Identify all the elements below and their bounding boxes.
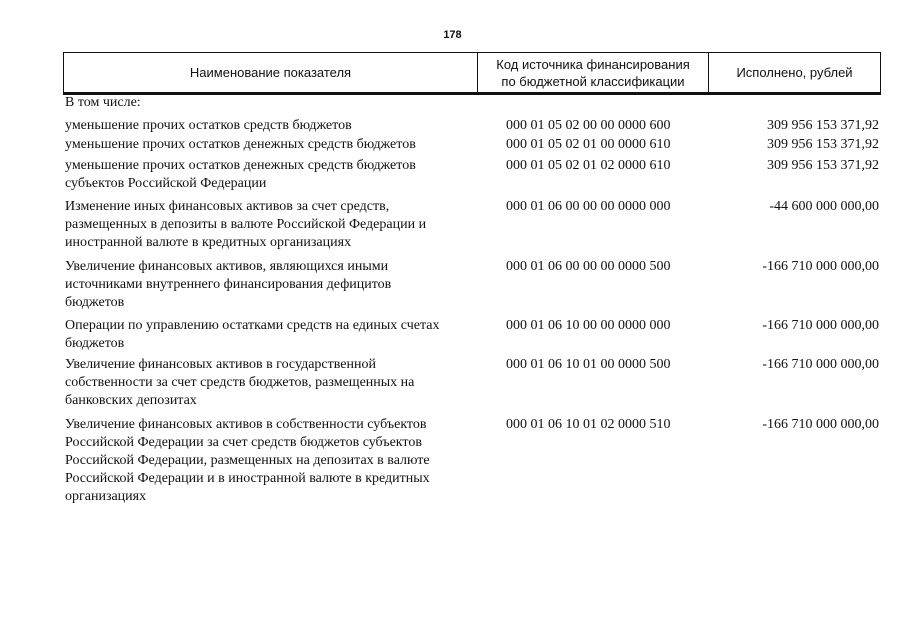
table-header	[63, 52, 881, 95]
row-code: 000 01 06 10 01 02 0000 510	[506, 417, 671, 432]
row-name: Увеличение финансовых активов в собственности субъектов Российской Федерации за счет средств бюджетов субъектов Российской Федерации, размещенных на депозитах в валюте Российской Федерации и в иностранной валюте в кредитных организациях	[65, 417, 430, 504]
row-name: уменьшение прочих остатков средств бюджетов	[65, 118, 352, 133]
row-name: Увеличение финансовых активов, являющихся иными источниками внутреннего финансирования дефицитов бюджетов	[65, 259, 392, 310]
row-amount: 309 956 153 371,92	[767, 158, 879, 173]
row-amount: -166 710 000 000,00	[762, 318, 879, 333]
row-code: 000 01 05 02 01 02 0000 610	[506, 158, 671, 173]
row-code: 000 01 06 10 01 00 0000 500	[506, 357, 671, 372]
row-code: 000 01 06 00 00 00 0000 000	[506, 199, 671, 214]
row-name: В том числе:	[65, 95, 141, 110]
row-name: Операции по управлению остатками средств на единых счетах бюджетов	[65, 318, 440, 351]
row-code: 000 01 06 00 00 00 0000 500	[506, 259, 671, 274]
header-amount: Исполнено, рублей	[736, 65, 853, 80]
header-code	[478, 53, 709, 92]
row-amount: 309 956 153 371,92	[767, 137, 879, 152]
header-code-line2: по бюджетной классификации	[501, 73, 685, 89]
row-amount: 309 956 153 371,92	[767, 118, 879, 133]
header-name: Наименование показателя	[64, 53, 478, 92]
page-number: 178	[443, 29, 462, 41]
row-code: 000 01 05 02 01 00 0000 610	[506, 137, 671, 152]
row-name: уменьшение прочих остатков денежных средств бюджетов	[65, 137, 416, 152]
row-amount: -166 710 000 000,00	[762, 357, 879, 372]
row-name: Изменение иных финансовых активов за счет средств, размещенных в депозиты в валюте Российской Федерации и иностранной валюте в кредитных организациях	[65, 199, 427, 250]
row-name: Увеличение финансовых активов в государственной собственности за счет средств бюджетов, размещенных на банковских депозитах	[65, 357, 415, 408]
row-code: 000 01 05 02 00 00 0000 600	[506, 118, 671, 133]
row-code: 000 01 06 10 00 00 0000 000	[506, 318, 671, 333]
row-amount: -166 710 000 000,00	[762, 417, 879, 432]
header-code-line1: Код источника финансирования	[496, 56, 690, 72]
row-amount: -44 600 000 000,00	[769, 199, 879, 214]
row-name: уменьшение прочих остатков денежных средств бюджетов субъектов Российской Федерации	[65, 158, 416, 191]
row-amount: -166 710 000 000,00	[762, 259, 879, 274]
